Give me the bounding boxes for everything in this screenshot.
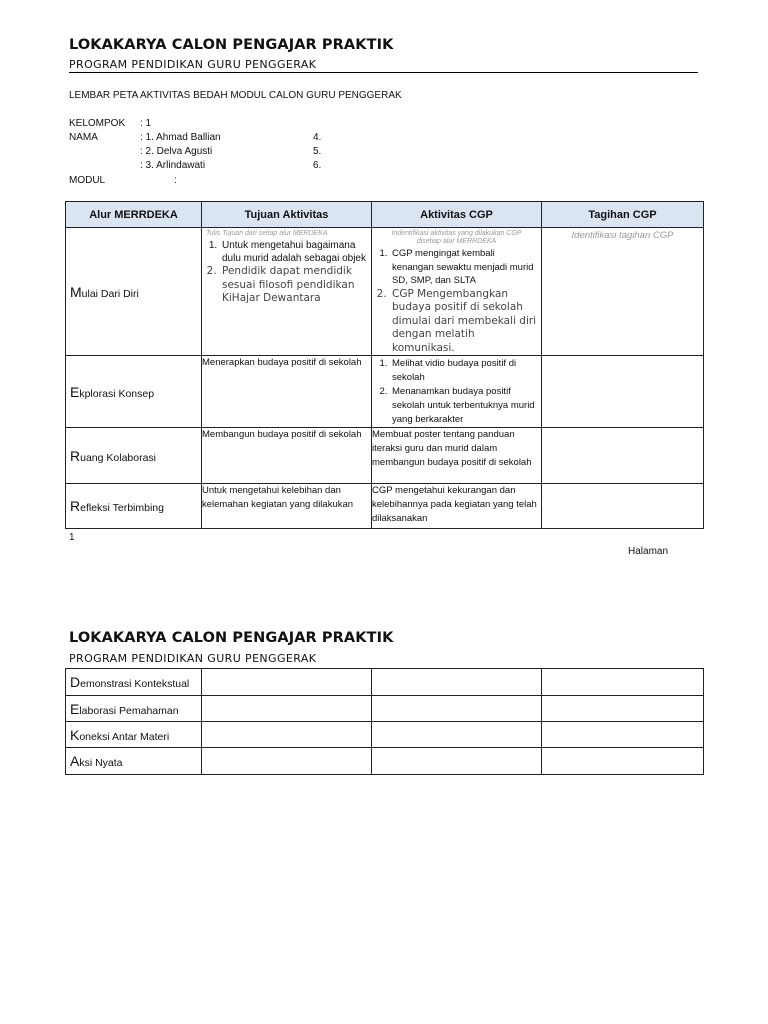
list-item: 1. Untuk mengetahui bagaimana dulu murid adalah sebagai objek (220, 239, 368, 265)
row-label-elaborasi: Elaborasi Pemahaman (66, 696, 202, 722)
hint-aktivitas: Indentifikasi aktivitas yang dilakukan CGP disetiap alur MERRDEKA (391, 230, 522, 245)
kelompok-label: KELOMPOK (69, 118, 126, 129)
header-tagihan: Tagihan CGP (542, 202, 704, 228)
cell-tujuan-1 (202, 228, 372, 356)
empty-cell (372, 696, 542, 722)
empty-cell (372, 722, 542, 748)
empty-cell (542, 748, 704, 775)
cell-tujuan-3: Membangun budaya positif di sekolah (202, 428, 372, 484)
table-row (66, 722, 704, 748)
page-title-2: LOKAKARYA CALON PENGAJAR PRAKTIK (69, 630, 394, 646)
member-2: : 2. Delva Agusti (140, 146, 213, 157)
empty-cell (542, 722, 704, 748)
cell-tagihan-1 (542, 228, 704, 356)
table-row (66, 356, 704, 428)
modul-label: MODUL (69, 175, 106, 186)
list-item: 2. CGP Mengembangkan budaya positif di sekolah dimulai dari membekali diri dengan melatih komunikasi. (390, 288, 538, 356)
cell-aktivitas-3: Membuat poster tentang panduan iteraksi guru dan murid dalam membangun budaya positif di sekolah (372, 428, 542, 484)
header-aktivitas: Aktivitas CGP (372, 202, 542, 228)
cell-tujuan-2: Menerapkan budaya positif di sekolah (202, 356, 372, 428)
page-subtitle: PROGRAM PENDIDIKAN GURU PENGGERAK (69, 58, 317, 71)
member-5: 5. (313, 146, 322, 157)
table-row (66, 428, 704, 484)
cell-tagihan-4 (542, 484, 704, 529)
cell-tujuan-4: Untuk mengetahui kelebihan dan kelemahan kegiatan yang dilakukan (202, 484, 372, 529)
list-item: 2. Menanamkan budaya positif sekolah untuk terbentuknya murid yang berkarakter (390, 385, 538, 427)
member-4: 4. (313, 132, 322, 143)
header-alur: Alur MERRDEKA (66, 202, 202, 228)
row-label-refleksi: Refleksi Terbimbing (66, 484, 202, 529)
empty-cell (202, 669, 372, 696)
cell-aktivitas-4: CGP mengetahui kekurangan dan kelebihannya pada kegiatan yang telah dilaksanakan (372, 484, 542, 529)
member-1: : 1. Ahmad Ballian (140, 132, 221, 143)
list-item: 2. Pendidik dapat mendidik sesuai filosofi pendidikan KiHajar Dewantara (220, 265, 368, 306)
row-label-eksplorasi: Ekplorasi Konsep (66, 356, 202, 428)
table-row (66, 748, 704, 775)
row-label-demonstrasi: Demonstrasi Kontekstual (66, 669, 202, 696)
cell-tagihan-3 (542, 428, 704, 484)
page-number: 1 (69, 532, 75, 543)
row-label-mulai: Mulai Dari Diri (66, 228, 202, 356)
empty-cell (372, 748, 542, 775)
empty-cell (202, 748, 372, 775)
activity-table-2 (65, 668, 704, 775)
modul-value: : (174, 175, 177, 186)
page-subtitle-2: PROGRAM PENDIDIKAN GURU PENGGERAK (69, 652, 317, 665)
empty-cell (542, 669, 704, 696)
nama-label: NAMA (69, 132, 98, 143)
empty-cell (202, 696, 372, 722)
sheet-title: LEMBAR PETA AKTIVITAS BEDAH MODUL CALON GURU PENGGERAK (69, 90, 402, 101)
member-6: 6. (313, 160, 322, 171)
cell-tagihan-2 (542, 356, 704, 428)
header-rule (69, 72, 698, 73)
table-row (66, 484, 704, 529)
table-row (66, 669, 704, 696)
empty-cell (202, 722, 372, 748)
activity-table (65, 201, 704, 529)
header-tujuan: Tujuan Aktivitas (202, 202, 372, 228)
kelompok-value: : 1 (140, 118, 152, 129)
table-header-row (66, 202, 704, 228)
hint-tagihan: Identifikasi tagihan CGP (571, 230, 674, 241)
cell-aktivitas-2 (372, 356, 542, 428)
hint-tujuan: Tulis Tujuan dari setiap alur MERDEKA (206, 230, 328, 237)
empty-cell (542, 696, 704, 722)
row-label-aksi: Aksi Nyata (66, 748, 202, 775)
member-3: : 3. Arlindawati (140, 160, 206, 171)
row-label-kolaborasi: Ruang Kolaborasi (66, 428, 202, 484)
row-label-koneksi: Koneksi Antar Materi (66, 722, 202, 748)
cell-aktivitas-1 (372, 228, 542, 356)
page-label: Halaman (628, 546, 669, 557)
table-row (66, 696, 704, 722)
page-title: LOKAKARYA CALON PENGAJAR PRAKTIK (69, 37, 394, 53)
list-item: 1. Melihat vidio budaya positif di sekolah (390, 357, 538, 385)
table-row (66, 228, 704, 356)
empty-cell (372, 669, 542, 696)
list-item: 1. CGP mengingat kembali kenangan sewaktu menjadi murid SD, SMP, dan SLTA (390, 247, 538, 288)
